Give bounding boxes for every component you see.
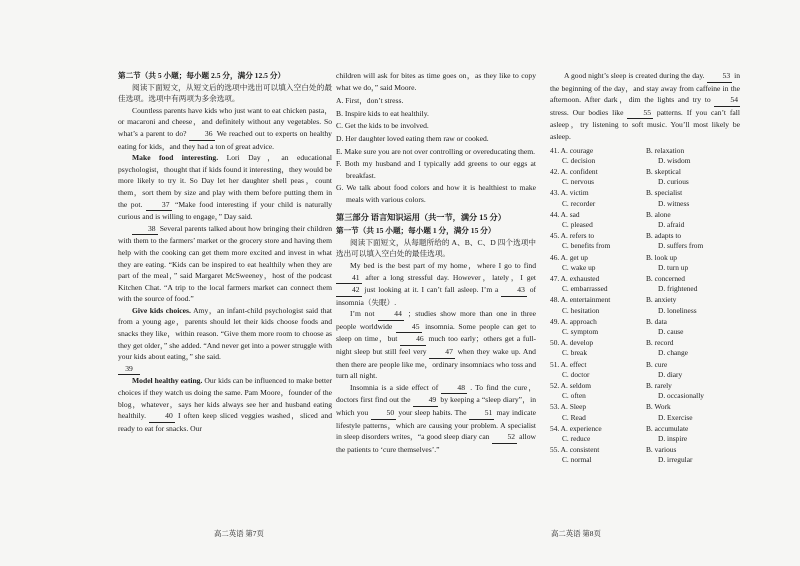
page-footer-right: 高二英语 第8页 [551, 529, 601, 538]
choice-d: D. turn up [658, 262, 689, 272]
choice-c: C. pleased [562, 219, 593, 229]
paragraph-good-sleep: A good night’s sleep is created during the day. 53 in the beginning of the day，and stay away from caffeine in the afternoon. After dark，dim the lights and try to 54 stress. Our bodies like 55 patterns. If you can’t fall asleep，try listening to soft music. You’ll most likely be asleep. [550, 71, 741, 141]
choice-c: C. nervous [562, 177, 595, 187]
question-43 [550, 188, 740, 208]
choice-d: D. change [658, 348, 688, 358]
choice-a: 52. A. seldom [550, 381, 592, 391]
choice-a: 55. A. consistent [550, 445, 600, 455]
choice-b: B. record [646, 338, 674, 348]
choice-d: D. suffers from [658, 241, 704, 251]
choice-c: C. often [562, 391, 586, 401]
choice-b: B. anxiety [646, 295, 677, 305]
question-55 [550, 445, 740, 465]
choice-a: 54. A. experience [550, 423, 602, 433]
paragraph-bed: My bed is the best part of my home，where I go to find 41 after a long stressful day. However，lately，I get 42 just looking at it. I can’t fall asleep. I’m a 43 of insomnia（失眠）. [336, 260, 537, 307]
blank-40: 40 [149, 410, 175, 423]
choice-b: B. adapts to [646, 231, 682, 241]
blank-37: 37 [146, 199, 172, 212]
blank-42: 42 [336, 284, 362, 297]
choice-a: 47. A. exhausted [550, 274, 600, 283]
blank-43: 43 [501, 284, 527, 297]
paragraph-blank-39 [118, 363, 332, 376]
choice-a: 44. A. sad [550, 209, 580, 219]
question-50 [550, 338, 740, 358]
choice-b: B. look up [646, 252, 678, 262]
question-51 [550, 360, 740, 380]
option-g: G. We talk about food colors and how it is healthiest to make meals with various colors. [336, 183, 536, 204]
choice-c: C. normal [562, 455, 592, 465]
part-title: 第三部分 语言知识运用（共一节，满分 15 分） [336, 212, 506, 222]
option-c: C. Get the kids to be involved. [336, 121, 429, 131]
paragraph-market: 38 Several parents talked about how bringing their children with them to the farmers’ market or the grocery store and having them help with the cooking can get them more excited and invest in what they are eating. “Kids can be inspired to eat healthily when they are part of the meal，” said Margaret McSweeney，host of the podcast Kitchen Chat. “A trip to the local farmers market can connect them with the source of food.” [118, 223, 332, 304]
blank-55: 55 [627, 107, 653, 120]
choice-c: C. Read [562, 412, 586, 422]
left-column [118, 70, 332, 434]
choice-c: C. reduce [562, 434, 591, 444]
choice-c: C. decision [562, 155, 596, 165]
choice-c: C. benefits from [562, 241, 611, 251]
blank-36: 36 [189, 128, 215, 141]
blank-39: 39 [118, 363, 140, 376]
blank-51: 51 [469, 407, 495, 420]
paragraph-continued: children will ask for bites as time goes on，as they like to copy what we do，” said Moore. [336, 71, 536, 92]
choice-b: B. concerned [646, 274, 685, 283]
paragraph-model: Model healthy eating. Our kids can be influenced to make better choices if they watch us doing the same. Pam Moore，founder of the blog，whatever，says her kids always see her and husband eating healthily. 40 I often keep sliced veggies washed，sliced and ready to eat for snacks. Our [118, 376, 333, 433]
question-46 [550, 253, 740, 273]
choice-b: B. data [646, 316, 667, 326]
choice-a: 49. A. approach [550, 316, 597, 326]
blank-49: 49 [413, 394, 439, 407]
option-b: B. Inspire kids to eat healthily. [336, 108, 429, 118]
choice-d: D. witness [658, 198, 690, 208]
choice-a: 50. A. develop [550, 338, 594, 348]
question-41 [550, 146, 740, 166]
choice-b: B. skeptical [646, 166, 681, 176]
paragraph-side-effect: Insomnia is a side effect of 48 . To find the cure，doctors first find out the 49 by keeping a “sleep diary”，in which you 50 your sleep habits. The 51 may indicate lifestyle patterns，which are causing your problem. A specialist in sleep disorders writes，“a good sleep diary can 52 allow the patients to ‘cure themselves’.” [336, 382, 537, 454]
choice-b: B. various [646, 445, 677, 455]
section-instructions: 阅读下面短文，从短文后的选项中选出可以填入空白处的最佳选项。选项中有两项为多余选项。 [118, 82, 332, 104]
choice-d: D. wisdom [658, 155, 691, 165]
blank-50: 50 [371, 407, 397, 420]
choice-b: B. accumulate [646, 423, 689, 433]
subheading-choices: Give kids choices. [132, 305, 191, 315]
choice-b: B. relaxation [646, 145, 685, 155]
blank-38: 38 [132, 223, 158, 236]
choice-a: 48. A. entertainment [550, 295, 611, 305]
question-52 [550, 381, 740, 401]
answer-choices [550, 146, 740, 466]
choice-c: C. doctor [562, 369, 590, 379]
choice-b: B. Work [646, 402, 671, 412]
choice-d: D. loneliness [658, 305, 697, 315]
choice-b: B. rarely [646, 381, 672, 391]
blank-41: 41 [336, 272, 362, 285]
question-54 [550, 424, 740, 444]
question-45 [550, 231, 740, 251]
choice-d: D. afraid [658, 219, 685, 229]
choice-c: C. break [562, 348, 588, 358]
choice-d: D. inspire [658, 434, 688, 444]
subheading-model: Model healthy eating. [132, 376, 203, 386]
option-f: F. Both my husband and I typically add greens to our eggs at breakfast. [336, 159, 536, 180]
choice-d: D. cause [658, 327, 684, 337]
choice-c: C. symptom [562, 327, 599, 337]
blank-53: 53 [707, 70, 733, 83]
paragraph-interesting: Make food interesting. Lori Day，an educational psychologist，thought that if kids found it interesting，they would be more likely to try it. So Day let her daughter shell peas，count them，sort them by size and play with them before putting them in the pot. 37 “Make food interesting if your child is naturally curious and is willing to engage，” Day said. [118, 153, 332, 222]
blank-54: 54 [714, 94, 740, 107]
choice-d: D. curious [658, 177, 689, 187]
choice-d: D. occasionally [658, 391, 704, 401]
question-53 [550, 402, 740, 422]
blank-44: 44 [378, 308, 404, 321]
choice-c: C. hesitation [562, 305, 600, 315]
middle-column [336, 70, 536, 455]
section-title-2: 第一节（共 15 小题；每小题 1 分，满分 15 分） [336, 226, 496, 236]
blank-48: 48 [441, 382, 467, 395]
section-title: 第二节（共 5 小题；每小题 2.5 分，满分 12.5 分） [118, 71, 286, 80]
paragraph-not-alone: I’m not 44 ；studies show more than one in three people worldwide 45 insomnia. Some people can get to sleep on time，but 46 much too early；others get a full-night sleep but still feel very 47 when they wake up. And then there are people like me，ordinary insomniacs who toss and turn all night. [336, 309, 537, 381]
choice-b: B. cure [646, 359, 668, 369]
right-column [550, 70, 740, 467]
choice-d: D. diary [658, 369, 683, 379]
paragraph-choices: Give kids choices. Amy，an infant-child psychologist said that from a young age，parents should let their kids choose foods and snacks they like，within reason. “Give them more room to choose as they get older，” she added. “And never get into a power struggle with your kids about eating，” she said. [118, 305, 332, 362]
option-a: A. First，don’t stress. [336, 96, 404, 106]
choice-c: C. embarrassed [562, 284, 608, 294]
choice-a: 46. A. get up [550, 252, 588, 262]
paragraph-intro: Countless parents have kids who just want to eat chicken pasta，or macaroni and cheese，and definitely without any vegetables. So what’s a parent to do? 36 We reached out to experts on healthy eating for kids，and they had a ton of great advice. [118, 105, 332, 151]
choice-a: 43. A. victim [550, 188, 589, 198]
choice-d: D. irregular [658, 455, 693, 465]
page-footer-left: 高二英语 第7页 [214, 529, 264, 538]
choice-c: C. wake up [562, 262, 596, 272]
blank-47: 47 [429, 346, 455, 359]
choice-a: 41. A. courage [550, 145, 594, 155]
option-e: E. Make sure you are not over controlling or overeducating them. [336, 146, 536, 156]
blank-45: 45 [396, 321, 422, 334]
question-42 [550, 167, 740, 187]
question-47 [550, 274, 740, 294]
blank-52: 52 [492, 431, 518, 444]
blank-46: 46 [400, 333, 426, 346]
question-44 [550, 210, 740, 230]
cloze-options-list [336, 95, 536, 205]
choice-b: B. alone [646, 209, 671, 219]
question-49 [550, 317, 740, 337]
choice-a: 51. A. effect [550, 359, 587, 369]
choice-d: D. Exercise [658, 412, 693, 422]
option-d: D. Her daughter loved eating them raw or cooked. [336, 133, 489, 143]
section-instructions-2: 阅读下面短文，从每题所给的 A、B、C、D 四个选项中选出可以填入空白处的最佳选项。 [336, 237, 536, 259]
choice-a: 53. A. Sleep [550, 402, 587, 412]
choice-d: D. frightened [658, 284, 698, 294]
choice-a: 45. A. refers to [550, 231, 595, 241]
choice-c: C. recorder [562, 198, 596, 208]
question-48 [550, 295, 740, 315]
choice-a: 42. A. confident [550, 166, 598, 176]
choice-b: B. specialist [646, 188, 683, 198]
subheading-interesting: Make food interesting. [132, 153, 219, 163]
